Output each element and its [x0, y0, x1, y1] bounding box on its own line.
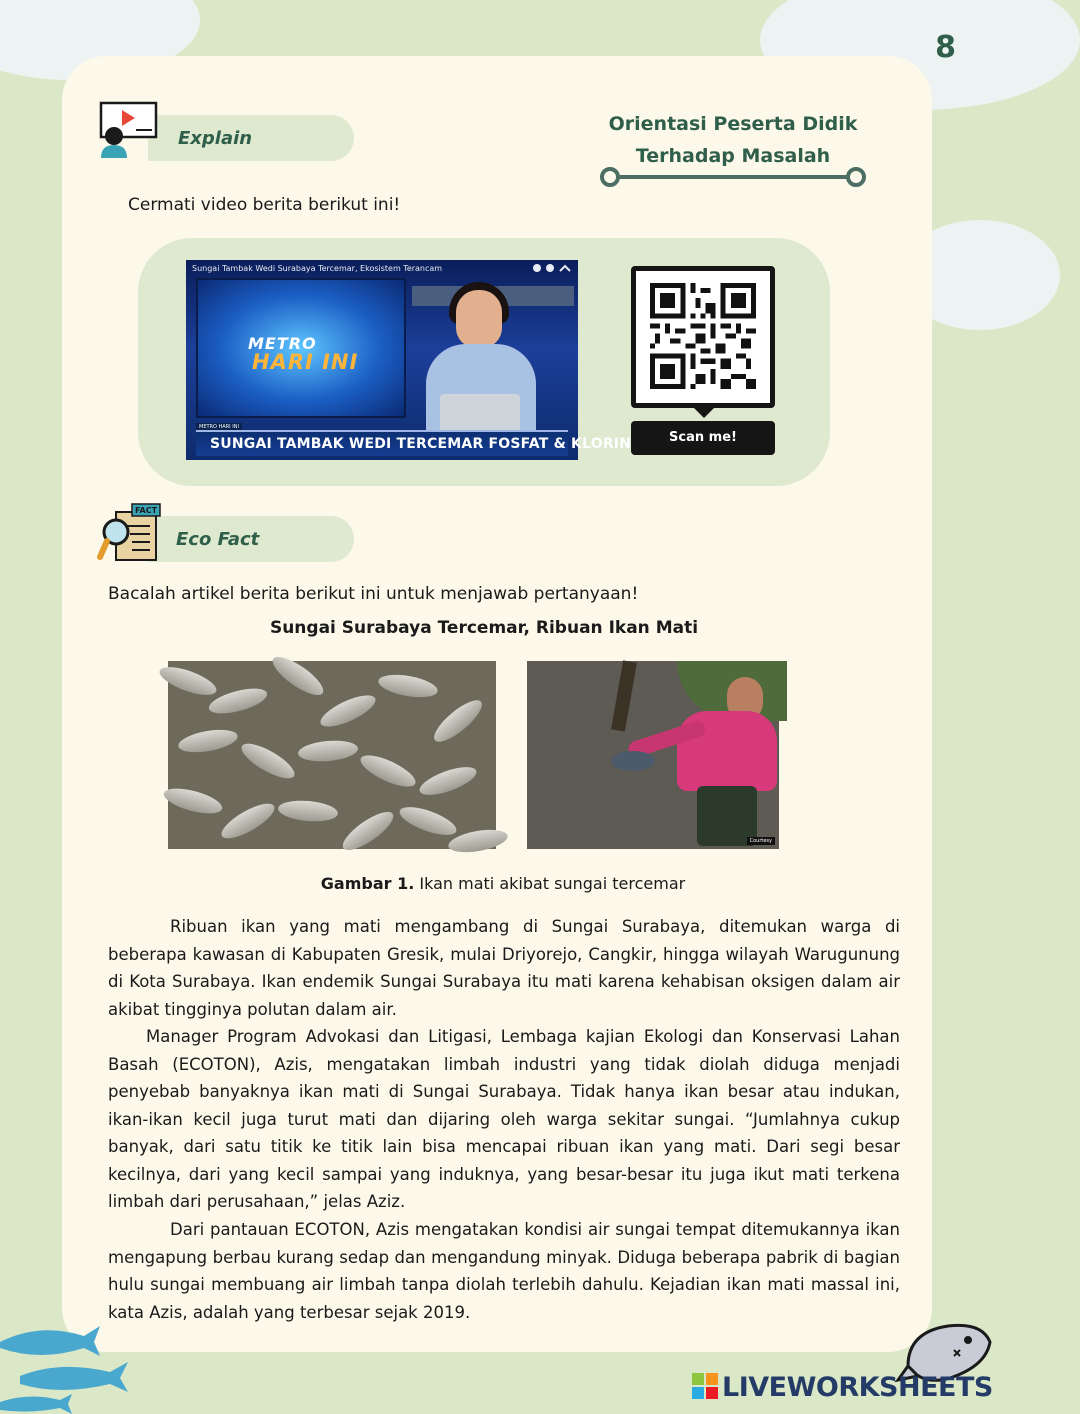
studio-screen: [196, 278, 406, 418]
tree-trunk: [611, 660, 637, 731]
video-thumbnail[interactable]: [186, 260, 632, 460]
video-title: Sungai Tambak Wedi Surabaya Tercemar, Ekosistem Terancam: [192, 264, 443, 273]
fish-shape: [277, 798, 339, 823]
article-paragraph-1: Ribuan ikan yang mati mengambang di Sungai Surabaya, ditemukan warga di beberapa kawasan di Kabupaten Gresik, mulai Driyorejo, Cangkir, hingga wilayah Warugunung di Kota Surabaya. Ikan endemik Sungai Surabaya itu mati karena kehabisan oksigen dalam air akibat tingginya polutan dalam air.: [108, 917, 900, 1019]
fish-shape: [357, 749, 420, 792]
orientation-line1: Orientasi Peserta Didik: [608, 113, 858, 135]
article-paragraph-2: Manager Program Advokasi dan Litigasi, Lembaga kajian Ekologi dan Konservasi Lahan Basah (ECOTON), Azis, mengatakan limbah industri yang tidak diolah diduga menjadi penyebab banyaknya ikan mati di Sungai Surabaya. Tidak hanya ikan besar atau indukan, ikan-ikan kecil juga turut mati dan dijaring oleh warga sekitar sungai. “Jumlahnya cukup banyak, dari satu titik ke titik lain bisa mencapai ribuan ikan yang mati. Dari segi besar kecilnya, dari yang kecil sampai yang induknya, yang besar-besar itu juga ikut mati terkena limbah dari perusahaan,” jelas Aziz.: [108, 1027, 900, 1211]
fish-shape: [377, 671, 440, 701]
news-ticker: SUNGAI TAMBAK WEDI TERCEMAR FOSFAT & KLORIN: [196, 430, 568, 456]
svg-text:FACT: FACT: [134, 506, 158, 515]
qr-pointer: [694, 408, 714, 418]
dead-fish-photo: [168, 661, 496, 849]
fish-shape: [217, 797, 279, 844]
news-anchor-laptop: [440, 394, 520, 434]
fish-shape: [338, 806, 399, 857]
orientation-dot-left: [600, 167, 620, 187]
news-logo-top: METRO: [248, 334, 317, 353]
news-logo-bottom: HARI INI: [252, 350, 359, 374]
qr-code-icon: [650, 283, 756, 389]
fish-shape: [396, 801, 459, 840]
liveworksheets-mark-icon: [692, 1373, 718, 1399]
fish-shape: [177, 726, 240, 756]
scan-me-button[interactable]: Scan me!: [631, 421, 775, 455]
man-holding-fish-photo: [527, 661, 779, 849]
liveworksheets-brand: LIVEWORKSHEETS: [722, 1372, 993, 1403]
fish-shape: [161, 784, 224, 819]
fish-shape: [237, 737, 299, 784]
news-anchor-face: [456, 290, 502, 348]
fish-decoration-icon: [0, 1322, 160, 1414]
fish-shape: [429, 694, 488, 748]
qr-code-frame[interactable]: [631, 266, 775, 408]
fish-shape: [317, 689, 380, 732]
article-instruction: Bacalah artikel berita berikut ini untuk menjawab pertanyaan!: [108, 584, 639, 604]
orientation-divider: [610, 175, 856, 179]
figure-caption: [108, 874, 898, 893]
video-lesson-icon: [98, 100, 160, 160]
article-title: Sungai Surabaya Tercemar, Ribuan Ikan Mati: [269, 618, 699, 638]
orientation-heading: [600, 108, 866, 172]
page-number: 8: [935, 30, 956, 65]
article-paragraph-3: Dari pantauan ECOTON, Azis mengatakan kondisi air sungai tempat ditemukannya ikan mengapung berbau kurang sedap dan mengandung minyak. Diduga beberapa pabrik di bagian hulu sungai membuang air limbah tanpa diolah terlebih dahulu. Kejadian ikan mati massal ini, kata Azis, adalah yang terbesar sejak 2019.: [108, 1220, 900, 1322]
explain-label: Explain: [178, 128, 253, 149]
video-controls-icon[interactable]: [532, 263, 572, 273]
orientation-dot-right: [846, 167, 866, 187]
caption-text: Ikan mati akibat sungai tercemar: [414, 874, 686, 893]
photo-credit: Courtesy: [747, 837, 775, 845]
ticker-tag: METRO HARI INI: [196, 423, 242, 431]
fact-magnifier-icon: [98, 502, 162, 564]
fish-shape: [297, 738, 359, 763]
fish-shape: [416, 761, 479, 800]
video-instruction: Cermati video berita berikut ini!: [128, 195, 401, 215]
liveworksheets-logo: [692, 1372, 993, 1403]
held-fish: [611, 751, 655, 771]
orientation-line2: Terhadap Masalah: [635, 145, 831, 167]
ecofact-label: Eco Fact: [176, 529, 260, 550]
caption-label: Gambar 1.: [320, 874, 415, 893]
